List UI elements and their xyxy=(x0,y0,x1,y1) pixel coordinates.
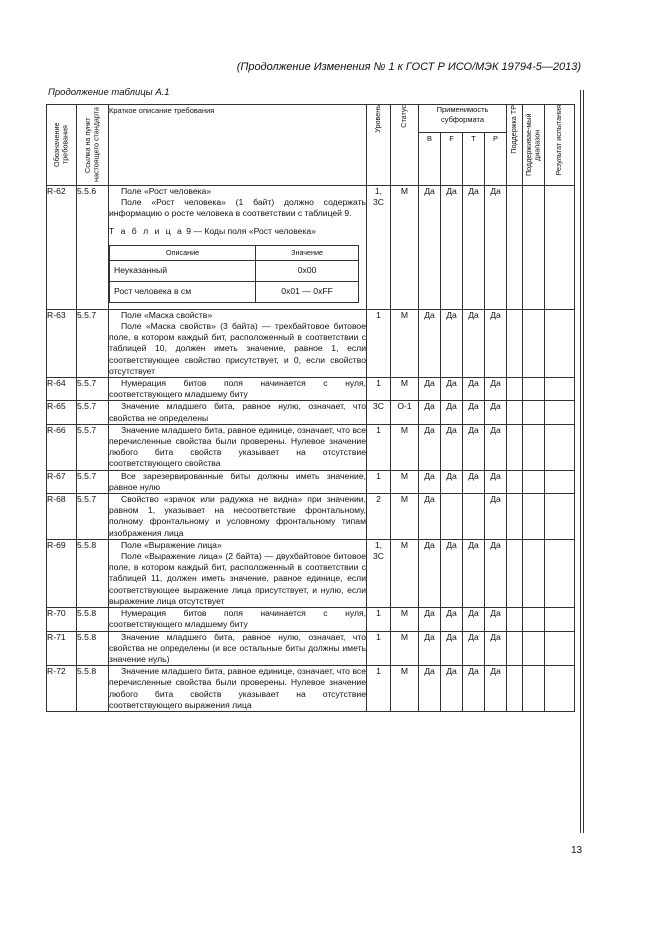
level-cell: 1 xyxy=(367,309,391,377)
subformat-t-cell: Да xyxy=(463,539,485,607)
subformat-t-cell: Да xyxy=(463,631,485,666)
subformat-b-cell: Да xyxy=(419,631,441,666)
col-header-id: Обозначение требования xyxy=(47,105,77,186)
subformat-t-cell: Да xyxy=(463,608,485,631)
tr-support-cell xyxy=(507,631,523,666)
requirement-id: R-65 xyxy=(47,401,77,424)
requirement-id: R-67 xyxy=(47,470,77,493)
level-cell: 1 xyxy=(367,666,391,712)
subformat-f-cell: Да xyxy=(441,470,463,493)
height-codes-table xyxy=(109,245,359,303)
description-text: Нумерация битов поля начинается с нуля, соответствующего младшему биту xyxy=(109,608,366,630)
clause-ref: 5.5.7 xyxy=(77,378,109,401)
test-result-cell xyxy=(545,401,575,424)
requirement-id: R-71 xyxy=(47,631,77,666)
col-header-range: Поддерживае-мый диапазон xyxy=(523,105,545,186)
subformat-p-cell: Да xyxy=(485,539,507,607)
subformat-f-cell: Да xyxy=(441,631,463,666)
subformat-b-cell: Да xyxy=(419,494,441,540)
range-cell xyxy=(523,186,545,310)
subformat-f-cell: Да xyxy=(441,666,463,712)
subformat-f-cell: Да xyxy=(441,608,463,631)
clause-ref: 5.5.7 xyxy=(77,494,109,540)
level-cell: 3С xyxy=(367,401,391,424)
requirement-id: R-69 xyxy=(47,539,77,607)
table-row xyxy=(47,401,575,424)
subformat-f-cell: Да xyxy=(441,401,463,424)
description-text: Все зарезервированные биты должны иметь значение, равное нулю xyxy=(109,470,366,492)
test-result-cell xyxy=(545,309,575,377)
page-number: 13 xyxy=(571,845,583,856)
subformat-f-cell: Да xyxy=(441,424,463,470)
requirement-description xyxy=(109,631,367,666)
subformat-p-cell: Да xyxy=(485,470,507,493)
level-cell: 1 xyxy=(367,631,391,666)
subformat-t-cell: Да xyxy=(463,666,485,712)
status-cell: М xyxy=(391,309,419,377)
description-text: Значение младшего бита, равное нулю, означает, что свойства не определены (и все остальные биты должны иметь значение нуль) xyxy=(109,631,366,664)
status-cell: М xyxy=(391,608,419,631)
requirements-table xyxy=(46,104,575,712)
level-cell: 2 xyxy=(367,494,391,540)
status-cell: М xyxy=(391,631,419,666)
status-cell: М xyxy=(391,470,419,493)
subtable-label: Т а б л и ц а xyxy=(109,225,184,236)
range-cell xyxy=(523,539,545,607)
status-cell: О-1 xyxy=(391,401,419,424)
requirement-description xyxy=(109,608,367,631)
clause-ref: 5.5.8 xyxy=(77,608,109,631)
col-header-sub-t: T xyxy=(463,133,485,186)
requirement-description xyxy=(109,309,367,377)
description-title: Поле «Выражение лица» xyxy=(121,539,222,550)
status-cell: М xyxy=(391,186,419,310)
test-result-cell xyxy=(545,608,575,631)
clause-ref: 5.5.7 xyxy=(77,401,109,424)
subtable-header: Описание xyxy=(110,245,256,260)
table-row xyxy=(47,470,575,493)
description-text: Свойство «зрачок или радужка не видна» при значении, равном 1, указывает на несоответствие фронтальному, полному фронтальному и условному фронтальному типам изображения лица xyxy=(109,494,366,538)
table-row xyxy=(47,608,575,631)
col-header-result: Результат испытания xyxy=(545,105,575,186)
subformat-f-cell xyxy=(441,494,463,540)
col-header-sub-b: B xyxy=(419,133,441,186)
clause-ref: 5.5.6 xyxy=(77,186,109,310)
subformat-p-cell: Да xyxy=(485,378,507,401)
subformat-b-cell: Да xyxy=(419,539,441,607)
description-text: Значение младшего бита, равное единице, означает, что все перечисленные свойства были проверены. Нулевое значение любого бита свойств указывает на отсутствие соответствующего выражения лица xyxy=(109,666,366,710)
requirement-description xyxy=(109,470,367,493)
tr-support-cell xyxy=(507,608,523,631)
subformat-t-cell: Да xyxy=(463,378,485,401)
col-header-applicability: Применимость субформата xyxy=(419,105,507,133)
clause-ref: 5.5.7 xyxy=(77,424,109,470)
subformat-f-cell: Да xyxy=(441,539,463,607)
tr-support-cell xyxy=(507,666,523,712)
subformat-t-cell: Да xyxy=(463,470,485,493)
subformat-b-cell: Да xyxy=(419,186,441,310)
subtable-cell: 0x01 — 0xFF xyxy=(256,281,359,302)
requirement-description xyxy=(109,539,367,607)
test-result-cell xyxy=(545,378,575,401)
requirement-description xyxy=(109,424,367,470)
table-row xyxy=(47,309,575,377)
subformat-p-cell: Да xyxy=(485,666,507,712)
subtable-cell: Неуказанный xyxy=(110,260,256,281)
description-text: Поле «Маска свойств» (3 байта) — трехбайтовое битовое поле, в котором каждый бит, расположенный в соответствии с таблицей 10, должен иметь значение, равное 1, если соответствующее свойство присутствует, и 0, если свойство отсутствует xyxy=(109,321,366,376)
subtable-cell: 0x00 xyxy=(256,260,359,281)
change-bar-secondary xyxy=(583,90,584,833)
subformat-b-cell: Да xyxy=(419,378,441,401)
clause-ref: 5.5.8 xyxy=(77,666,109,712)
clause-ref: 5.5.7 xyxy=(77,309,109,377)
subformat-f-cell: Да xyxy=(441,186,463,310)
description-text: Значение младшего бита, равное единице, означает, что все перечисленные свойства были проверены. Нулевое значение любого бита свойств указывает на отсутствие соответствующего свойства xyxy=(109,424,366,469)
subformat-b-cell: Да xyxy=(419,608,441,631)
subtable-caption xyxy=(109,226,366,237)
subformat-p-cell: Да xyxy=(485,631,507,666)
test-result-cell xyxy=(545,631,575,666)
subformat-p-cell: Да xyxy=(485,401,507,424)
subformat-p-cell: Да xyxy=(485,608,507,631)
range-cell xyxy=(523,378,545,401)
test-result-cell xyxy=(545,666,575,712)
test-result-cell xyxy=(545,186,575,310)
tr-support-cell xyxy=(507,494,523,540)
tr-support-cell xyxy=(507,424,523,470)
test-result-cell xyxy=(545,424,575,470)
requirement-id: R-63 xyxy=(47,309,77,377)
clause-ref: 5.5.8 xyxy=(77,631,109,666)
range-cell xyxy=(523,470,545,493)
table-row xyxy=(47,494,575,540)
status-cell: М xyxy=(391,378,419,401)
table-caption: Продолжение таблицы А.1 xyxy=(48,87,170,98)
requirement-description xyxy=(109,666,367,712)
subformat-b-cell: Да xyxy=(419,424,441,470)
col-header-tr: Поддержка ТР xyxy=(507,105,523,186)
test-result-cell xyxy=(545,494,575,540)
status-cell: М xyxy=(391,666,419,712)
status-cell: М xyxy=(391,539,419,607)
description-text: Значение младшего бита, равное нулю, означает, что свойства не определены xyxy=(109,401,366,423)
subformat-b-cell: Да xyxy=(419,401,441,424)
subformat-p-cell: Да xyxy=(485,309,507,377)
range-cell xyxy=(523,631,545,666)
requirement-id: R-62 xyxy=(47,186,77,310)
description-title: Поле «Маска свойств» xyxy=(121,309,213,320)
subformat-b-cell: Да xyxy=(419,470,441,493)
subtable-cell: Рост человека в см xyxy=(110,281,256,302)
requirement-description xyxy=(109,378,367,401)
requirement-description xyxy=(109,186,367,310)
subformat-b-cell: Да xyxy=(419,309,441,377)
tr-support-cell xyxy=(507,309,523,377)
tr-support-cell xyxy=(507,186,523,310)
requirement-id: R-72 xyxy=(47,666,77,712)
subformat-f-cell: Да xyxy=(441,378,463,401)
level-cell: 1 xyxy=(367,470,391,493)
description-title: Поле «Рост человека» xyxy=(121,186,212,196)
requirement-description xyxy=(109,494,367,540)
range-cell xyxy=(523,666,545,712)
change-bar xyxy=(580,90,581,833)
subformat-p-cell: Да xyxy=(485,424,507,470)
level-cell: 1, 3С xyxy=(367,539,391,607)
level-cell: 1, 3С xyxy=(367,186,391,310)
test-result-cell xyxy=(545,470,575,493)
table-row xyxy=(47,631,575,666)
range-cell xyxy=(523,309,545,377)
description-text: Поле «Выражение лица» (2 байта) — двухбайтовое битовое поле, в котором каждый бит, расположенный в соответствии с таблицей 11, должен иметь значение, равное единице, если соответствующее выражение лица присутствует, и нулю, если выражение лица отсутствует xyxy=(109,551,366,606)
subformat-p-cell: Да xyxy=(485,494,507,540)
range-cell xyxy=(523,608,545,631)
level-cell: 1 xyxy=(367,608,391,631)
status-cell: М xyxy=(391,424,419,470)
subformat-t-cell: Да xyxy=(463,186,485,310)
subformat-t-cell xyxy=(463,494,485,540)
requirement-id: R-66 xyxy=(47,424,77,470)
col-header-ref: Ссылка на пункт настоящего стандарта xyxy=(77,105,109,186)
level-cell: 1 xyxy=(367,378,391,401)
level-cell: 1 xyxy=(367,424,391,470)
col-header-level: Уровень xyxy=(367,105,391,186)
col-header-status: Статус xyxy=(391,105,419,186)
subformat-f-cell: Да xyxy=(441,309,463,377)
document-header: (Продолжение Изменения № 1 к ГОСТ Р ИСО/МЭК 19794-5—2013) xyxy=(236,61,581,73)
requirement-id: R-70 xyxy=(47,608,77,631)
col-header-sub-p: P xyxy=(485,133,507,186)
subtable-header: Значение xyxy=(256,245,359,260)
subtable-title: 9 — Коды поля «Рост человека» xyxy=(186,225,316,236)
range-cell xyxy=(523,424,545,470)
subformat-p-cell: Да xyxy=(485,186,507,310)
table-row xyxy=(47,186,575,310)
table-row xyxy=(47,539,575,607)
requirement-id: R-64 xyxy=(47,378,77,401)
tr-support-cell xyxy=(507,378,523,401)
description-text: Поле «Рост человека» (1 байт) должно содержать информацию о росте человека в соответствии с таблицей 9. xyxy=(109,197,366,219)
requirement-id: R-68 xyxy=(47,494,77,540)
tr-support-cell xyxy=(507,539,523,607)
table-row xyxy=(47,378,575,401)
clause-ref: 5.5.7 xyxy=(77,470,109,493)
range-cell xyxy=(523,494,545,540)
description-text: Нумерация битов поля начинается с нуля, соответствующего младшему биту xyxy=(109,378,366,400)
table-row xyxy=(47,666,575,712)
col-header-sub-f: F xyxy=(441,133,463,186)
col-header-desc: Краткое описание требования xyxy=(109,105,367,186)
subformat-t-cell: Да xyxy=(463,309,485,377)
tr-support-cell xyxy=(507,470,523,493)
clause-ref: 5.5.8 xyxy=(77,539,109,607)
tr-support-cell xyxy=(507,401,523,424)
test-result-cell xyxy=(545,539,575,607)
table-row xyxy=(47,424,575,470)
subformat-b-cell: Да xyxy=(419,666,441,712)
status-cell: М xyxy=(391,494,419,540)
range-cell xyxy=(523,401,545,424)
subformat-t-cell: Да xyxy=(463,424,485,470)
subformat-t-cell: Да xyxy=(463,401,485,424)
requirement-description xyxy=(109,401,367,424)
